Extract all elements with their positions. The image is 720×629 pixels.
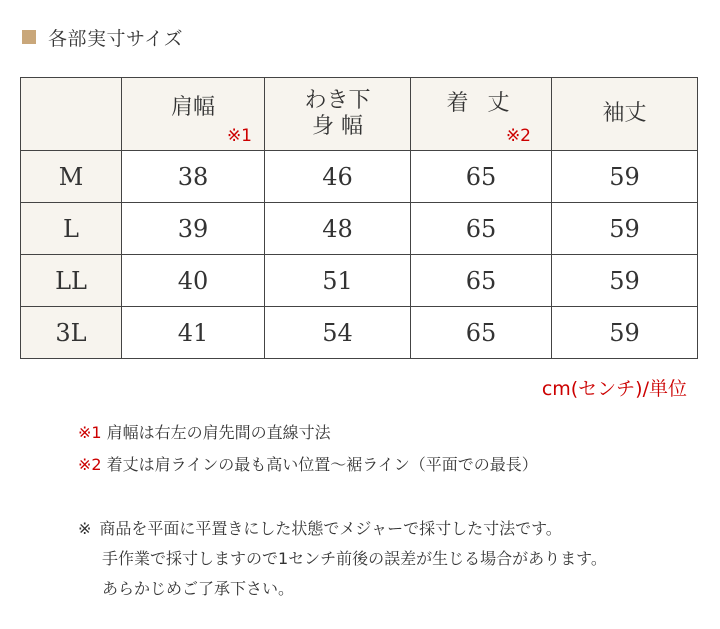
section-heading (22, 22, 183, 52)
header-katahaba (122, 78, 265, 151)
mihaba-value-cell: 51 (265, 255, 411, 307)
sodetake-value-cell: 59 (552, 307, 698, 359)
header-kitake (411, 78, 552, 151)
remark-line-1-text: 商品を平面に平置きにした状態でメジャーで採寸した寸法です。 (99, 519, 562, 538)
header-mihaba-line2: 身 幅 (312, 114, 363, 139)
table-row (21, 307, 698, 359)
footnote-1-mark: ※1 (78, 423, 102, 442)
sodetake-value-cell: 59 (552, 203, 698, 255)
size-label-cell: M (21, 151, 122, 203)
header-kitake-note-mark: ※2 (505, 126, 531, 146)
measurement-remark (78, 514, 607, 604)
header-kitake-label: 着 丈 (446, 91, 516, 116)
header-mihaba-line1: わき下 (304, 88, 371, 113)
size-label-cell: 3L (21, 307, 122, 359)
kitake-value-cell: 65 (411, 151, 552, 203)
footnote-2-text: 着丈は肩ラインの最も高い位置～裾ライン（平面での最長） (101, 455, 538, 474)
table-header-row (21, 78, 698, 151)
remark-line-1 (78, 514, 607, 544)
remark-line-3: あらかじめご了承下さい。 (102, 579, 295, 598)
footnote-2-mark: ※2 (78, 455, 102, 474)
size-label-cell: L (21, 203, 122, 255)
footnote-1 (78, 420, 331, 443)
mihaba-value-cell: 46 (265, 151, 411, 203)
katahaba-value-cell: 41 (122, 307, 265, 359)
header-sodetake-label: 袖丈 (602, 101, 647, 126)
mihaba-value-cell: 48 (265, 203, 411, 255)
katahaba-value-cell: 39 (122, 203, 265, 255)
header-sodetake (552, 78, 698, 151)
table-row (21, 255, 698, 307)
katahaba-value-cell: 40 (122, 255, 265, 307)
sodetake-value-cell: 59 (552, 151, 698, 203)
footnote-1-text: 肩幅は右左の肩先間の直線寸法 (101, 423, 331, 442)
mihaba-value-cell: 54 (265, 307, 411, 359)
unit-label: cm(センチ)/単位 (541, 378, 687, 400)
header-corner-cell (21, 78, 122, 151)
header-katahaba-note-mark: ※1 (226, 126, 252, 146)
kitake-value-cell: 65 (411, 203, 552, 255)
kitake-value-cell: 65 (411, 255, 552, 307)
table-row (21, 203, 698, 255)
square-bullet-icon (22, 30, 36, 44)
header-katahaba-label: 肩幅 (170, 95, 215, 120)
size-label-cell: LL (21, 255, 122, 307)
sodetake-value-cell: 59 (552, 255, 698, 307)
header-mihaba (265, 78, 411, 151)
remark-line-2: 手作業で採寸しますので1センチ前後の誤差が生じる場合があります。 (102, 549, 607, 568)
kitake-value-cell: 65 (411, 307, 552, 359)
size-table (20, 77, 698, 359)
table-row (21, 151, 698, 203)
footnote-2 (78, 452, 538, 475)
remark-mark: ※ (78, 519, 92, 538)
section-title: 各部実寸サイズ (48, 27, 183, 50)
katahaba-value-cell: 38 (122, 151, 265, 203)
